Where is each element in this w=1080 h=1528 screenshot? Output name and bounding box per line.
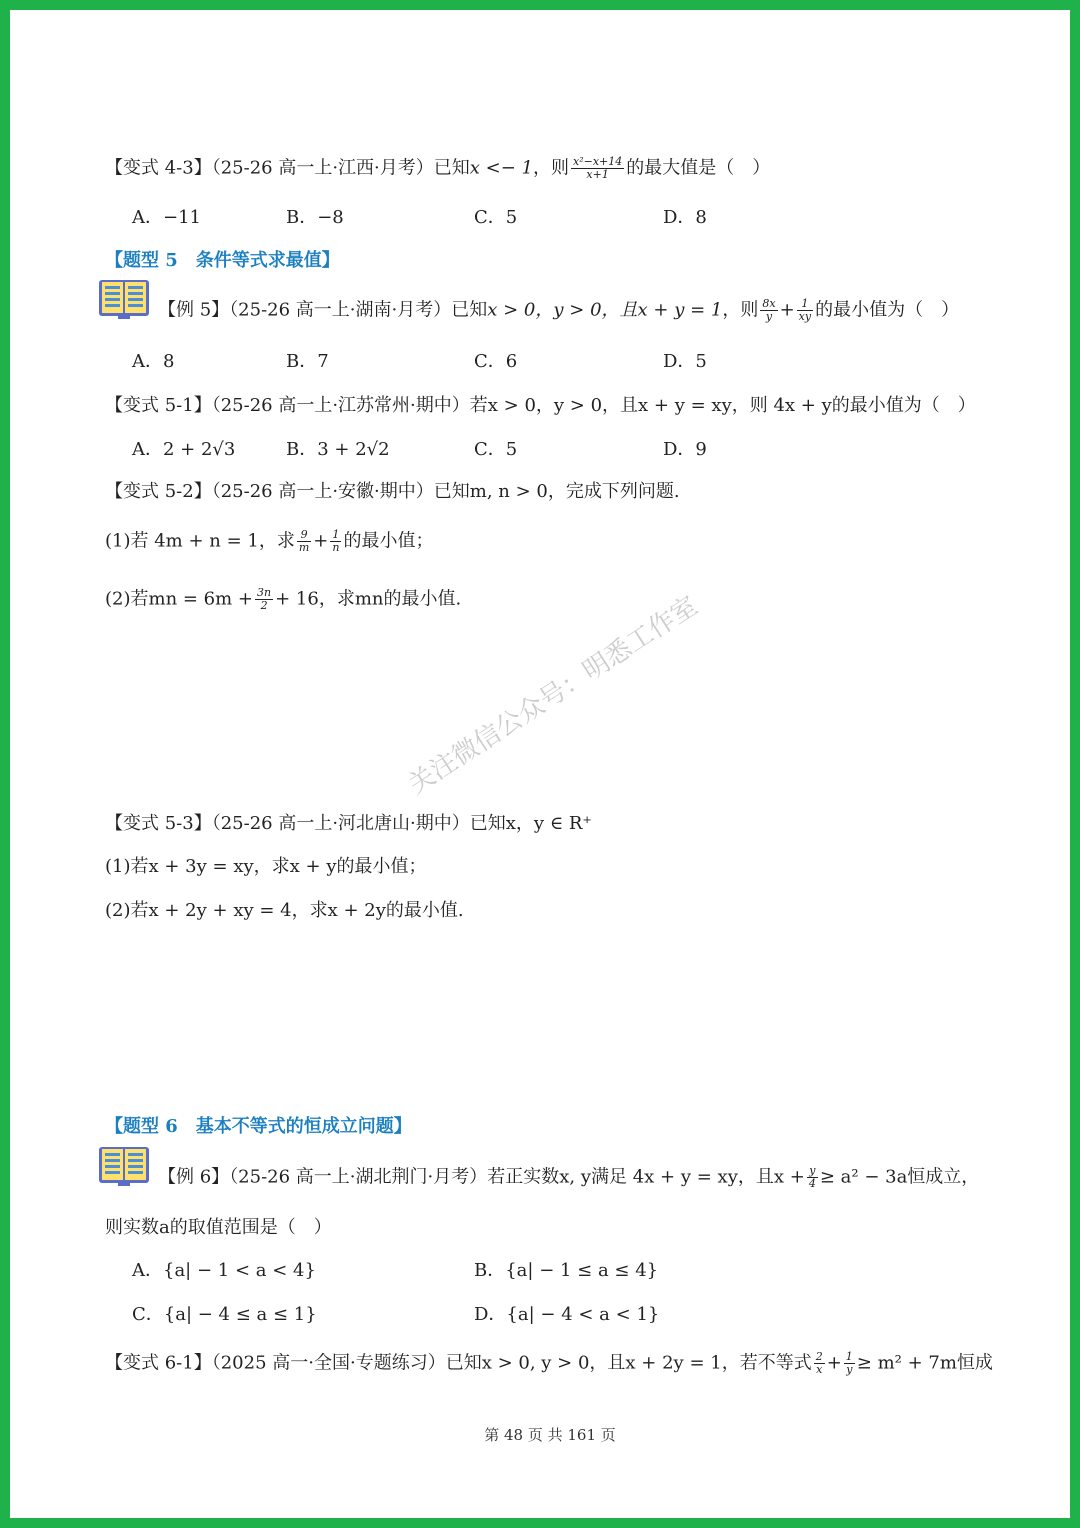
- question-source: （25-26 高一上·湖南·月考）: [229, 299, 452, 321]
- question-5-2: [105, 480, 680, 504]
- question-5-2-part-1: [105, 529, 433, 554]
- fraction: [330, 529, 341, 554]
- fraction: [844, 1351, 855, 1376]
- option-c: C．6: [474, 351, 518, 372]
- question-text: 已知: [433, 157, 470, 179]
- option-c: C．{a| − 4 ≤ a ≤ 1}: [132, 1304, 317, 1325]
- fraction-numerator: 8x: [762, 297, 776, 310]
- option-a: A．−11: [132, 207, 201, 228]
- option-d: D．{a| − 4 < a < 1}: [474, 1304, 660, 1325]
- question-source: （2025 高一·全国·专题练习）: [211, 1352, 446, 1374]
- question-label: 【变式 6-1】: [105, 1352, 212, 1374]
- fraction-numerator: x²−x+14: [573, 155, 623, 168]
- option-b: B．{a| − 1 ≤ a ≤ 4}: [474, 1260, 659, 1281]
- question-text: 的最小值；: [343, 530, 434, 552]
- option-d: D．5: [663, 351, 707, 372]
- question-text: (1)若 4m + n = 1，求: [105, 530, 295, 552]
- fraction-numerator: 9: [297, 529, 311, 542]
- question-text: ，则: [533, 157, 569, 179]
- math-condition: x <− 1: [469, 157, 533, 179]
- question-6-1: [105, 1351, 993, 1376]
- question-text: 若正实数x, y满足 4x + y = xy，且x +: [487, 1166, 805, 1188]
- fraction-numerator: 2: [815, 1350, 823, 1363]
- option-c: C．5: [474, 207, 518, 228]
- option-b: B．7: [286, 351, 329, 372]
- question-text: (2)若mn = 6m +: [105, 588, 254, 610]
- question-text: ，则: [722, 299, 759, 321]
- option-c: C．5: [474, 439, 518, 460]
- fraction-denominator: xy: [798, 310, 812, 323]
- fraction-denominator: x+1: [586, 168, 609, 181]
- example-6: [158, 1165, 979, 1190]
- example-5: [158, 298, 959, 323]
- question-4-3: [105, 156, 770, 181]
- question-text: 若x > 0，y > 0，且x + y = xy，则 4x + y的最小值为（ ）: [469, 395, 976, 416]
- fraction-denominator: n: [332, 541, 340, 554]
- option-b: B．3 + 2√2: [286, 439, 390, 460]
- page-footer: 第 48 页 共 161 页: [484, 1426, 616, 1444]
- question-label: 【变式 5-2】: [105, 481, 212, 502]
- math-condition: x > 0，y > 0，且x + y = 1: [487, 299, 723, 321]
- option-a: A．2 + 2√3: [132, 439, 236, 460]
- book-icon: [98, 276, 150, 320]
- option-b: B．−8: [286, 207, 344, 228]
- fraction: [571, 156, 624, 181]
- question-text: 的最大值是（ ）: [626, 157, 771, 179]
- fraction: [255, 587, 273, 612]
- question-text: 的最小值为（ ）: [815, 299, 960, 321]
- fraction: [797, 298, 813, 323]
- fraction-denominator: y: [765, 310, 773, 323]
- fraction-denominator: m: [298, 541, 310, 554]
- operator: +: [313, 530, 329, 552]
- option-d: D．9: [663, 439, 707, 460]
- question-text: 已知x > 0, y > 0，且x + 2y = 1，若不等式: [445, 1352, 812, 1374]
- operator: +: [826, 1352, 842, 1374]
- question-text: ≥ m² + 7m恒成: [856, 1352, 993, 1374]
- operator: +: [779, 299, 795, 321]
- question-text: + 16，求mn的最小值.: [275, 588, 462, 610]
- fraction-numerator: 1: [330, 529, 341, 542]
- book-icon: [98, 1143, 150, 1187]
- question-source: （25-26 高一上·江西·月考）: [211, 157, 434, 179]
- question-5-3-part-1: (1)若x + 3y = xy，求x + y的最小值；: [105, 856, 427, 877]
- question-label: 【例 5】: [158, 299, 230, 321]
- question-label: 【变式 5-3】: [105, 813, 212, 834]
- question-text: 已知x，y ∈ R⁺: [469, 813, 592, 834]
- question-text: ≥ a² − 3a恒成立，: [819, 1166, 980, 1188]
- fraction-numerator: 1: [797, 298, 813, 311]
- question-label: 【变式 4-3】: [105, 157, 212, 179]
- fraction: [297, 529, 311, 554]
- question-5-2-part-2: [105, 587, 461, 612]
- question-label: 【例 6】: [158, 1166, 230, 1188]
- option-a: A．8: [132, 351, 175, 372]
- option-a: A．{a| − 1 < a < 4}: [132, 1260, 316, 1281]
- option-d: D．8: [663, 207, 707, 228]
- question-5-3-part-2: (2)若x + 2y + xy = 4，求x + 2y的最小值.: [105, 900, 464, 921]
- section-heading-type-5: 【题型 5 条件等式求最值】: [105, 250, 340, 271]
- fraction: [814, 1351, 825, 1376]
- question-label: 【变式 5-1】: [105, 395, 212, 416]
- question-text: 已知m, n > 0，完成下列问题.: [433, 481, 680, 502]
- fraction-numerator: 3n: [257, 586, 272, 599]
- question-5-1: [105, 394, 976, 418]
- fraction-numerator: y: [807, 1165, 818, 1178]
- question-source: （25-26 高一上·江苏常州·期中）: [211, 395, 470, 416]
- fraction-denominator: 2: [260, 599, 268, 612]
- fraction: [760, 298, 777, 323]
- fraction-numerator: 1: [845, 1350, 853, 1363]
- question-source: （25-26 高一上·河北唐山·期中）: [211, 813, 470, 834]
- fraction-denominator: x: [816, 1363, 823, 1376]
- watermark: 关注微信公众号：明悉工作室: [403, 590, 704, 801]
- question-source: （25-26 高一上·湖北荆门·月考）: [229, 1166, 488, 1188]
- section-heading-type-6: 【题型 6 基本不等式的恒成立问题】: [105, 1116, 412, 1137]
- fraction-denominator: y: [846, 1363, 853, 1376]
- question-source: （25-26 高一上·安徽·期中）: [211, 481, 434, 502]
- question-text: 已知: [451, 299, 488, 321]
- fraction: [807, 1165, 818, 1190]
- fraction-denominator: 4: [808, 1177, 816, 1190]
- example-6-continued: 则实数a的取值范围是（ ）: [105, 1217, 332, 1238]
- question-5-3: [105, 812, 592, 836]
